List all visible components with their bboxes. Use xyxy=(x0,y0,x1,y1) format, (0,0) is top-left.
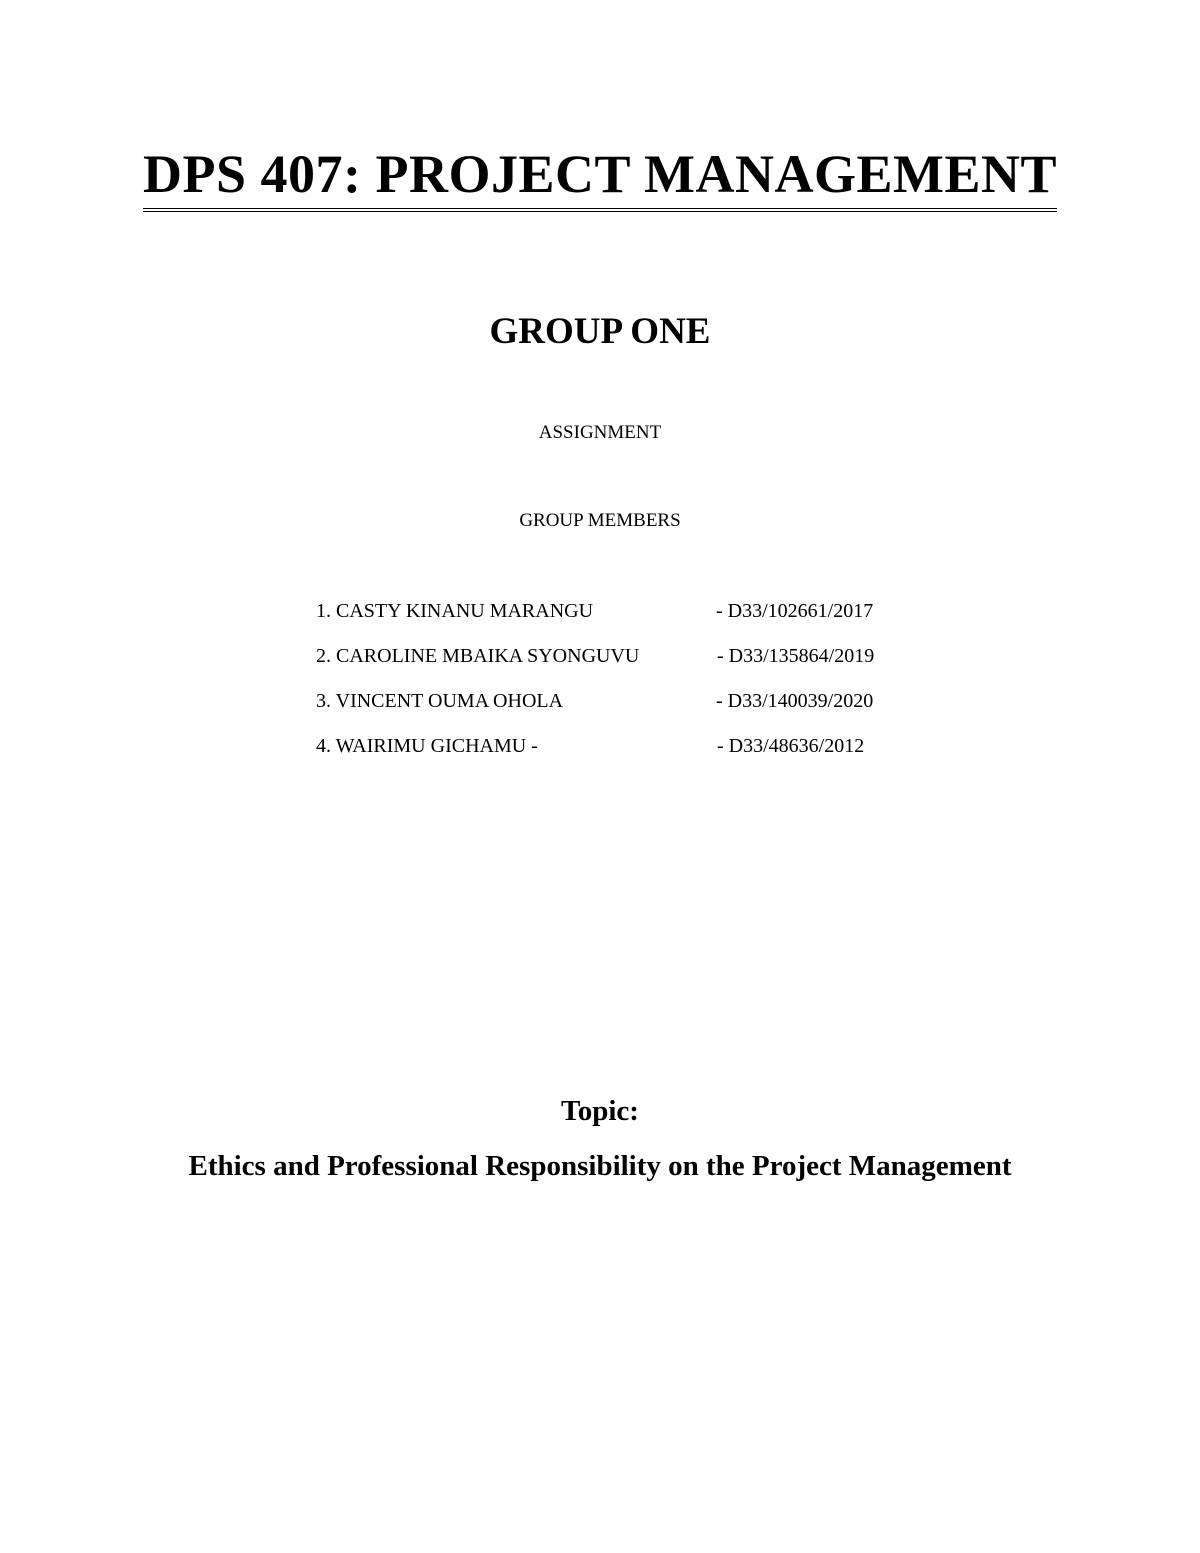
member-name: 3. VINCENT OUMA OHOLA xyxy=(316,690,564,712)
member-row xyxy=(316,643,936,688)
member-name: 4. WAIRIMU GICHAMU - xyxy=(316,735,538,757)
member-id: - D33/135864/2019 xyxy=(717,645,875,667)
member-id: - D33/48636/2012 xyxy=(717,735,865,757)
member-name: 1. CASTY KINANU MARANGU xyxy=(316,600,594,622)
members-list xyxy=(316,598,936,778)
topic-label: Topic: xyxy=(561,1095,639,1127)
member-row xyxy=(316,688,936,733)
members-heading: GROUP MEMBERS xyxy=(519,510,681,531)
course-title xyxy=(0,140,1200,212)
group-name: GROUP ONE xyxy=(489,311,711,352)
course-title-text: DPS 407: PROJECT MANAGEMENT xyxy=(143,144,1057,212)
member-id: - D33/140039/2020 xyxy=(716,690,874,712)
member-id: - D33/102661/2017 xyxy=(716,600,874,622)
document-type: ASSIGNMENT xyxy=(538,422,662,443)
member-name: 2. CAROLINE MBAIKA SYONGUVU xyxy=(316,645,640,667)
member-row xyxy=(316,733,936,778)
member-row xyxy=(316,598,936,643)
topic-text: Ethics and Professional Responsibility on the Project Management xyxy=(188,1150,1012,1182)
